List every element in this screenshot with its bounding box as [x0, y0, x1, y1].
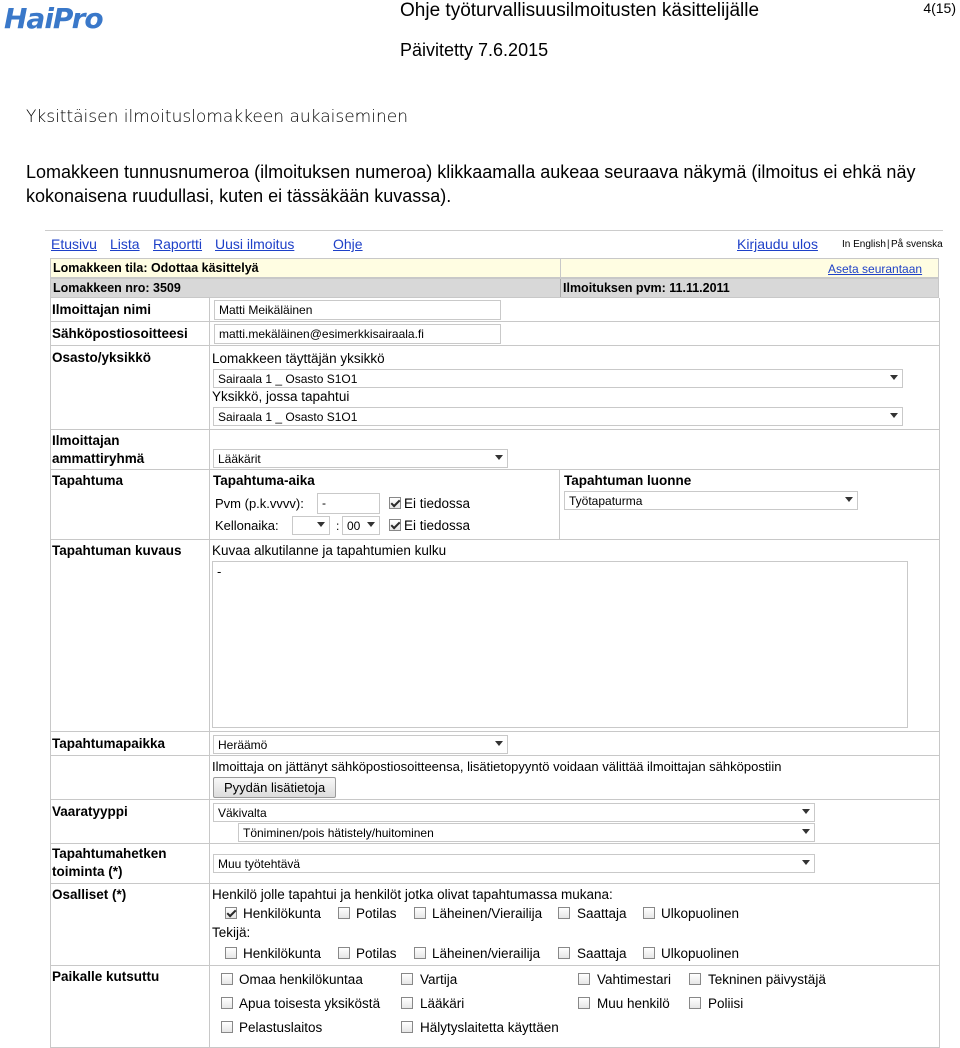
email-field[interactable]: matti.mekäläinen@esimerkkisairaala.fi — [214, 324, 501, 344]
chevron-down-icon — [802, 860, 810, 865]
called-doctor-checkbox[interactable] — [401, 997, 413, 1009]
party-option-label: Läheinen/Vierailija — [432, 906, 543, 921]
chevron-down-icon — [802, 829, 810, 834]
profession-label-line2: ammattiryhmä — [52, 451, 145, 466]
hazard-select[interactable]: Väkivalta — [213, 803, 815, 822]
called-option-label: Pelastuslaitos — [239, 1020, 323, 1035]
nav-uusi-ilmoitus[interactable]: Uusi ilmoitus — [215, 236, 295, 252]
called-option-label: Apua toisesta yksiköstä — [239, 996, 381, 1011]
date-label: Pvm (p.k.vvvv): — [215, 496, 304, 511]
chevron-down-icon — [367, 522, 375, 527]
lang-english-link[interactable]: In English — [842, 239, 886, 250]
activity-label-line1: Tapahtumahetken — [52, 846, 167, 861]
unit-filler-select[interactable]: Sairaala 1 _ Osasto S1O1 — [213, 369, 903, 388]
chevron-down-icon — [845, 497, 853, 502]
form-date: Ilmoituksen pvm: 11.11.2011 — [563, 281, 730, 295]
unit-event-label: Yksikkö, jossa tapahtui — [212, 389, 350, 404]
logout-link[interactable]: Kirjaudu ulos — [737, 236, 818, 252]
unit-label: Osasto/yksikkö — [52, 350, 152, 365]
called-option-label: Omaa henkilökuntaa — [239, 972, 363, 987]
hour-select[interactable] — [292, 516, 330, 535]
haipro-logo: HaiPro — [4, 2, 103, 35]
nav-lista[interactable]: Lista — [110, 236, 140, 252]
top-navigation: Etusivu Lista Raportti Uusi ilmoitus Ohje Kirjaudu ulos In English | På svenska — [45, 230, 943, 258]
more-info-text: Ilmoittaja on jättänyt sähköpostiosoitteensa, lisätietopyyntö voidaan välittää ilmoittajan sähköpostiin — [212, 759, 782, 774]
form-screenshot — [45, 228, 943, 1048]
party-relative-checkbox[interactable] — [414, 907, 426, 919]
nav-ohje[interactable]: Ohje — [333, 236, 363, 252]
perpetrator-relative-checkbox[interactable] — [414, 947, 426, 959]
nav-etusivu[interactable]: Etusivu — [51, 236, 97, 252]
place-label: Tapahtumapaikka — [52, 736, 166, 751]
chevron-down-icon — [802, 809, 810, 814]
called-option-label: Tekninen päivystäjä — [708, 972, 826, 987]
time-unknown-checkbox[interactable] — [389, 519, 401, 531]
called-other-person-checkbox[interactable] — [578, 997, 590, 1009]
hazard-subtype-select[interactable]: Töniminen/pois hätistely/huitominen — [238, 823, 815, 842]
party-option-label: Henkilökunta — [243, 906, 322, 921]
called-option-label: Muu henkilö — [597, 996, 670, 1011]
parties-label: Osalliset (*) — [52, 887, 127, 902]
page-number: 4(15) — [923, 0, 956, 16]
called-technician-checkbox[interactable] — [689, 973, 701, 985]
reporter-label: Ilmoittajan nimi — [52, 302, 152, 317]
chevron-down-icon — [890, 413, 898, 418]
perpetrator-staff-checkbox[interactable] — [225, 947, 237, 959]
reporter-name-field[interactable]: Matti Meikäläinen — [214, 300, 501, 320]
unit-event-select[interactable]: Sairaala 1 _ Osasto S1O1 — [213, 407, 903, 426]
party-patient-checkbox[interactable] — [338, 907, 350, 919]
section-heading: Yksittäisen ilmoituslomakkeen aukaiseminen — [26, 107, 408, 127]
follow-link[interactable]: Aseta seurantaan — [828, 262, 923, 276]
called-label: Paikalle kutsuttu — [52, 969, 160, 984]
event-type-label: Tapahtuman luonne — [564, 473, 692, 488]
called-option-label: Vartija — [420, 972, 458, 987]
called-alarm-checkbox[interactable] — [401, 1021, 413, 1033]
party-escort-checkbox[interactable] — [558, 907, 570, 919]
perpetrator-option-label: Ulkopuolinen — [661, 946, 740, 961]
called-other-unit-checkbox[interactable] — [221, 997, 233, 1009]
status-row — [50, 258, 939, 278]
party-option-label: Potilas — [356, 906, 397, 921]
chevron-down-icon — [495, 455, 503, 460]
party-option-label: Ulkopuolinen — [661, 906, 740, 921]
lang-swedish-link[interactable]: På svenska — [891, 239, 943, 250]
description-label: Tapahtuman kuvaus — [52, 543, 182, 558]
perpetrator-label: Tekijä: — [212, 925, 251, 940]
nav-raportti[interactable]: Raportti — [153, 236, 203, 252]
chevron-down-icon — [317, 522, 325, 527]
perpetrator-option-label: Potilas — [356, 946, 397, 961]
called-option-label: Vahtimestari — [597, 972, 672, 987]
called-staff-checkbox[interactable] — [221, 973, 233, 985]
chevron-down-icon — [495, 741, 503, 746]
intro-paragraph: Lomakkeen tunnusnumeroa (ilmoituksen numeroa) klikkaamalla aukeaa seuraava näkymä (ilmoitus ei ehkä näy kokonaisena ruudullasi, kuten ei tässäkään kuvassa). — [26, 162, 916, 206]
called-rescue-checkbox[interactable] — [221, 1021, 233, 1033]
party-outsider-checkbox[interactable] — [643, 907, 655, 919]
document-title: Ohje työturvallisuusilmoitusten käsittelijälle — [400, 0, 760, 21]
time-label: Kellonaika: — [215, 518, 279, 533]
perpetrator-option-label: Saattaja — [577, 946, 627, 961]
form-number: Lomakkeen nro: 3509 — [53, 281, 181, 295]
party-staff-checkbox[interactable] — [225, 907, 237, 919]
perpetrator-patient-checkbox[interactable] — [338, 947, 350, 959]
event-label: Tapahtuma — [52, 473, 124, 488]
description-textarea[interactable]: - — [212, 561, 908, 728]
perpetrator-escort-checkbox[interactable] — [558, 947, 570, 959]
perpetrator-outsider-checkbox[interactable] — [643, 947, 655, 959]
description-hint: Kuvaa alkutilanne ja tapahtumien kulku — [212, 543, 447, 558]
profession-select[interactable]: Lääkärit — [213, 449, 508, 468]
date-unknown-checkbox[interactable] — [389, 497, 401, 509]
party-option-label: Saattaja — [577, 906, 627, 921]
activity-label-line2: toiminta (*) — [52, 864, 123, 879]
called-police-checkbox[interactable] — [689, 997, 701, 1009]
email-label: Sähköpostiosoitteesi — [52, 326, 188, 341]
perpetrator-option-label: Läheinen/vierailija — [432, 946, 541, 961]
called-option-label: Hälytyslaitetta käyttäen — [420, 1020, 559, 1035]
request-info-button[interactable]: Pyydän lisätietoja — [213, 777, 336, 798]
called-caretaker-checkbox[interactable] — [578, 973, 590, 985]
form-status: Lomakkeen tila: Odottaa käsittelyä — [53, 261, 259, 275]
event-time-label: Tapahtuma-aika — [213, 473, 315, 488]
date-field[interactable]: - — [317, 493, 380, 514]
updated-date: Päivitetty 7.6.2015 — [400, 40, 549, 60]
place-select[interactable]: Heräämö — [213, 735, 508, 754]
hazard-label: Vaaratyyppi — [52, 804, 128, 819]
parties-text: Henkilö jolle tapahtui ja henkilöt jotka olivat tapahtumassa mukana: — [212, 887, 613, 902]
profession-label-line1: Ilmoittajan — [52, 433, 120, 448]
activity-select[interactable]: Muu työtehtävä — [213, 854, 815, 873]
minute-select[interactable]: 00 — [342, 516, 380, 535]
date-unknown-label: Ei tiedossa — [404, 496, 471, 511]
number-row — [50, 278, 939, 298]
time-separator: : — [336, 519, 340, 533]
event-type-select[interactable]: Työtapaturma — [564, 491, 858, 510]
unit-filler-label: Lomakkeen täyttäjän yksikkö — [212, 351, 385, 366]
called-guard-checkbox[interactable] — [401, 973, 413, 985]
called-option-label: Poliisi — [708, 996, 744, 1011]
perpetrator-option-label: Henkilökunta — [243, 946, 322, 961]
chevron-down-icon — [890, 375, 898, 380]
time-unknown-label: Ei tiedossa — [404, 518, 471, 533]
called-option-label: Lääkäri — [420, 996, 465, 1011]
